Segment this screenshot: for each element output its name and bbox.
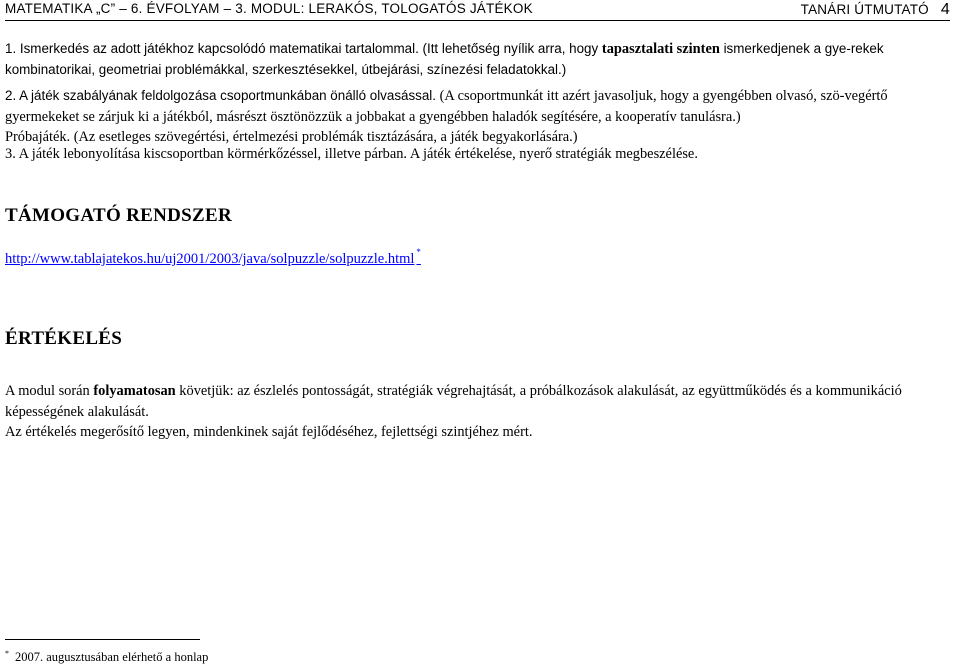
item-1-text-cont: ismerkedjenek a gye-rekek kombinatorikai, geometriai problémákkal, szerkesztésekkel, útbejárási, színezési feladatokkal.) [5, 41, 884, 77]
item-1-text: 1. Ismerkedés az adott játékhoz kapcsolódó matematikai tartalommal. (Itt lehetőség nyílik arra, hogy [5, 41, 602, 56]
item-2-trial: Próbajáték. (Az esetleges szövegértési, értelmezési problémák tisztázására, a játék begyakorlására.) [5, 129, 578, 145]
evaluation-heading: ÉRTÉKELÉS [5, 328, 123, 349]
item-1 [5, 39, 955, 80]
header-title: MATEMATIKA „C” – 6. ÉVFOLYAM – 3. MODUL: LERAKÓS, TOLOGATÓS JÁTÉKOK [5, 1, 533, 16]
item-2-note: (A csoportmunkát itt azért javasoljuk, hogy a gyengébben olvasó, szö-vegértő gyermekeket se zárjuk ki a játékból, másrészt ösztönözzük a jobbakat a gyengébben haladók segítésére, a kooperatív tanulásra.) [5, 88, 888, 125]
item-2 [5, 86, 955, 148]
page-number: 4 [940, 1, 950, 18]
link-footnote-marker: * [416, 247, 421, 257]
support-link-row [5, 249, 421, 268]
evaluation-bold: folyamatosan [93, 383, 176, 399]
footnote [5, 649, 208, 665]
item-1-bold: tapasztalati szinten [601, 41, 720, 57]
item-3 [5, 144, 955, 165]
evaluation-text [5, 381, 955, 443]
item-3-text: 3. A játék lebonyolítása kiscsoportban körmérkőzéssel, illetve párban. A játék értékelése, nyerő stratégiák megbeszélése. [5, 146, 698, 162]
page-header [5, 0, 950, 21]
evaluation-text-a: A modul során [5, 383, 94, 399]
footnote-rule [5, 639, 200, 640]
support-link[interactable]: http://www.tablajatekos.hu/uj2001/2003/java/solpuzzle/solpuzzle.html [5, 250, 415, 267]
item-2-text: 2. A játék szabályának feldolgozása csoportmunkában önálló olvasással. [5, 88, 437, 103]
header-right [801, 1, 950, 19]
footnote-text: 2007. augusztusában elérhető a honlap [15, 650, 209, 665]
header-guide-label: TANÁRI ÚTMUTATÓ [800, 2, 929, 17]
footnote-marker: * [5, 649, 9, 658]
evaluation-text-b: követjük: az észlelés pontosságát, stratégiák végrehajtását, a próbálkozások alakulását, az együttműködés és a kommunikáció képességének alakulását. [5, 383, 902, 420]
evaluation-text-2: Az értékelés megerősítő legyen, mindenkinek saját fejlődéséhez, fejlettségi szintjéhez mért. [5, 424, 533, 440]
support-heading: TÁMOGATÓ RENDSZER [5, 205, 232, 226]
